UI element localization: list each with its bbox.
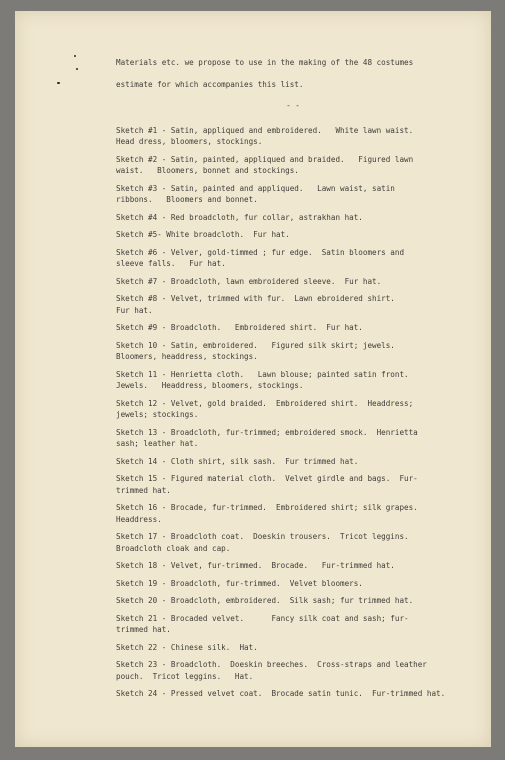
- sketch-entry: [116, 642, 456, 654]
- typed-document-page: [15, 11, 491, 747]
- sketch-line: trimmed hat.: [116, 625, 171, 634]
- sketch-entry: [116, 154, 456, 177]
- sketch-entry: [116, 560, 456, 572]
- sketch-entry: [116, 531, 456, 554]
- sketch-entry: [116, 183, 456, 206]
- sketch-line: jewels; stockings.: [116, 410, 199, 419]
- sketch-entry: [116, 473, 456, 496]
- sketch-line: Sketch #5- White broadcloth. Fur hat.: [116, 230, 290, 239]
- sketch-entry: [116, 613, 456, 636]
- sketch-entry: [116, 276, 456, 288]
- sketch-entry: [116, 369, 456, 392]
- sketch-line: Sketch 14 - Cloth shirt, silk sash. Fur trimmed hat.: [116, 456, 359, 466]
- sketch-line: Sketch 10 - Satin, embroidered. Figured silk skirt; jewels.: [116, 340, 395, 350]
- sketch-line: Sketch 21 - Brocaded velvet. Fancy silk coat and sash; fur-: [116, 613, 409, 623]
- sketch-entry: [116, 502, 456, 525]
- intro-paragraph: [116, 57, 456, 90]
- sketch-line: Headdress.: [116, 514, 162, 524]
- sketch-line: Sketch 23 - Broadcloth. Doeskin breeches. Cross-straps and leather: [116, 660, 427, 669]
- sketch-line: Sketch #2 - Satin, painted, appliqued and braided. Figured lawn: [116, 154, 414, 164]
- sketch-entry: [116, 247, 456, 270]
- sketch-line: Sketch 22 - Chinese silk. Hat.: [116, 642, 258, 652]
- paper-mark: [57, 82, 60, 84]
- sketch-entry: [116, 293, 456, 316]
- sketch-entry: [116, 229, 456, 241]
- sketch-list: [116, 125, 456, 700]
- sketch-line: Sketch #8 - Velvet, trimmed with fur. Lawn ebroidered shirt.: [116, 294, 395, 303]
- intro-line: Materials etc. we propose to use in the making of the 48 costumes: [116, 58, 414, 67]
- sketch-line: sash; leather hat.: [116, 439, 199, 448]
- sketch-entry: [116, 659, 456, 682]
- sketch-line: Sketch 19 - Broadcloth, fur-trimmed. Velvet bloomers.: [116, 578, 363, 588]
- sketch-entry: [116, 688, 456, 700]
- sketch-line: Sketch 15 - Figured material cloth. Velvet girdle and bags. Fur-: [116, 474, 418, 483]
- paper-mark: [76, 68, 78, 70]
- sketch-line: ribbons. Bloomers and bonnet.: [116, 195, 258, 204]
- sketch-line: Sketch 24 - Pressed velvet coat. Brocade satin tunic. Fur-trimmed hat.: [116, 689, 446, 698]
- sketch-line: Sketch #3 - Satin, painted and appliqued. Lawn waist, satin: [116, 183, 395, 193]
- sketch-line: Sketch 13 - Broadcloth, fur-trimmed; embroidered smock. Henrietta: [116, 427, 418, 437]
- sketch-entry: [116, 398, 456, 421]
- sketch-line: Sketch #7 - Broadcloth, lawn embroidered sleeve. Fur hat.: [116, 276, 382, 286]
- sketch-line: Sketch 16 - Brocade, fur-trimmed. Embroidered shirt; silk grapes.: [116, 503, 418, 512]
- sketch-entry: [116, 427, 456, 450]
- sketch-line: Sketch 20 - Broadcloth, embroidered. Silk sash; fur trimmed hat.: [116, 596, 414, 605]
- sketch-line: Sketch #9 - Broadcloth. Embroidered shirt. Fur hat.: [116, 323, 363, 332]
- sketch-line: Bloomers, headdress, stockings.: [116, 352, 258, 361]
- sketch-line: Sketch 17 - Broadcloth coat. Doeskin trousers. Tricot leggins.: [116, 532, 409, 541]
- sketch-line: Sketch #1 - Satin, appliqued and embroidered. White lawn waist.: [116, 125, 414, 135]
- document-body: [116, 57, 456, 706]
- sketch-line: Sketch 12 - Velvet, gold braided. Embroidered shirt. Headdress;: [116, 398, 414, 408]
- sketch-entry: [116, 322, 456, 334]
- sketch-entry: [116, 212, 456, 224]
- intro-line: estimate for which accompanies this list.: [116, 79, 304, 89]
- paper-mark: [74, 55, 76, 57]
- sketch-line: Sketch 11 - Henrietta cloth. Lawn blouse; painted satin front.: [116, 369, 409, 379]
- sketch-line: Broadcloth cloak and cap.: [116, 543, 231, 553]
- sketch-entry: [116, 456, 456, 468]
- sketch-line: Sketch 18 - Velvet, fur-trimmed. Brocade. Fur-trimmed hat.: [116, 561, 395, 570]
- sketch-line: Head dress, bloomers, stockings.: [116, 137, 263, 146]
- sketch-entry: [116, 340, 456, 363]
- sketch-entry: [116, 125, 456, 148]
- sketch-line: Sketch #6 - Velver, gold-timmed ; fur edge. Satin bloomers and: [116, 247, 405, 257]
- sketch-line: sleeve falls. Fur hat.: [116, 259, 226, 268]
- separator-dashes: - -: [286, 101, 300, 110]
- sketch-line: Fur hat.: [116, 305, 153, 315]
- sketch-line: waist. Bloomers, bonnet and stockings.: [116, 166, 299, 175]
- sketch-entry: [116, 578, 456, 590]
- sketch-line: Jewels. Headdress, bloomers, stockings.: [116, 381, 304, 390]
- sketch-entry: [116, 595, 456, 607]
- sketch-line: trimmed hat.: [116, 485, 171, 495]
- sketch-line: pouch. Tricot leggins. Hat.: [116, 671, 254, 681]
- sketch-line: Sketch #4 - Red broadcloth, fur collar, astrakhan hat.: [116, 212, 363, 222]
